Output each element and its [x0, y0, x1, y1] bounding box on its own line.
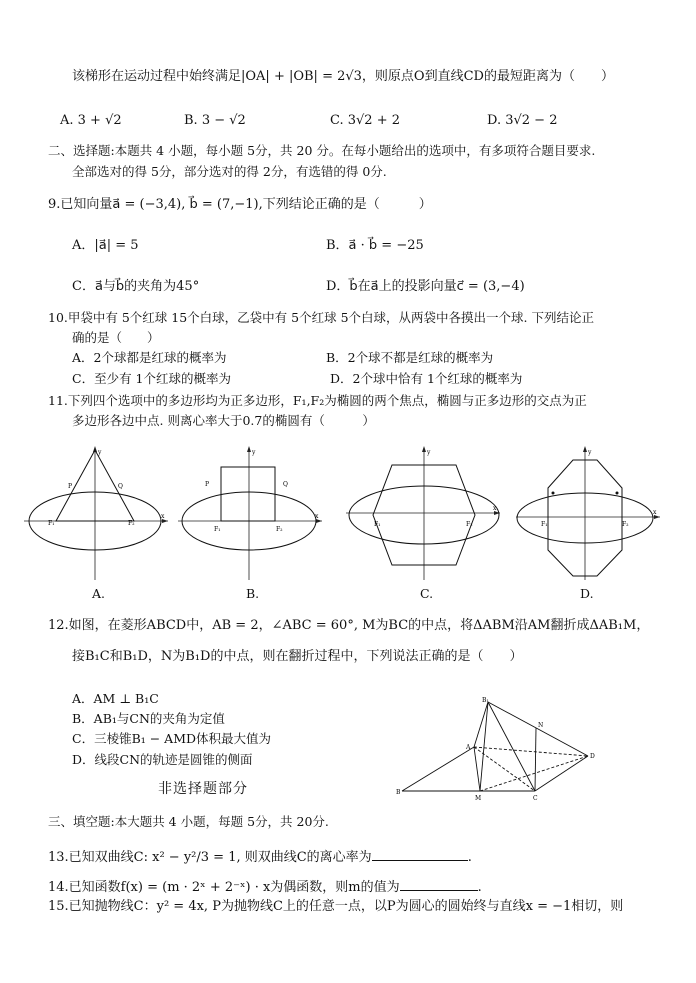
figure-label: P: [205, 481, 210, 488]
q8-stem: 该梯形在运动过程中始终满足|OA| + |OB| = 2√3，则原点O到直线CD的最短距离为（ ）: [72, 69, 614, 84]
q10-option-d: D．2个球中恰有 1个红球的概率为: [330, 371, 523, 386]
q12-option-d: D．线段CN的轨迹是圆锥的侧面: [72, 752, 253, 767]
q11-stem-line2: 多边形各边中点. 则离心率大于0.7的椭圆有（ ）: [72, 413, 375, 428]
q9-stem: 9.已知向量a⃗ = (−3,4), b⃗ = (7,−1),下列结论正确的是（ ）: [48, 197, 432, 212]
point-m-label: M: [475, 795, 482, 802]
point-c-label: C: [533, 795, 538, 802]
figure-label: x: [653, 509, 657, 516]
q11-stem-line1: 11.下列四个选项中的多边形均为正多边形，F₁,F₂为椭圆的两个焦点，椭圆与正多边形的交点为正: [48, 393, 587, 408]
q11-label-b: B.: [246, 586, 260, 601]
q8-option-d: D. 3√2 − 2: [487, 113, 558, 128]
figure-label: F₂: [466, 521, 473, 528]
figure-label: x: [493, 505, 497, 512]
q11-label-c: C.: [420, 586, 434, 601]
q8-option-b: B. 3 − √2: [184, 113, 246, 128]
q10-option-c: C．至少有 1个红球的概率为: [72, 371, 231, 386]
q12-stem-line1: 12.如图，在菱形ABCD中，AB = 2，∠ABC = 60°, M为BC的中点，将ΔABM沿AM翻折成ΔAB₁M，: [48, 618, 650, 633]
q11-label-d: D.: [580, 586, 594, 601]
q11-label-a: A.: [92, 586, 106, 601]
q11-figure-b: [176, 442, 326, 582]
focus-f2-label: F₂: [128, 520, 135, 527]
figure-label: y: [427, 449, 431, 456]
q10-stem-line2: 确的是（ ）: [72, 330, 160, 345]
section2-line2: 全部选对的得 5分，部分选对的得 2分，有选错的得 0分.: [72, 164, 387, 179]
q12-stem-line2: 接B₁C和B₁D，N为B₁D的中点，则在翻折过程中，下列说法正确的是（ ）: [72, 649, 523, 664]
section3-heading: 三、填空题:本大题共 4 小题，每题 5分，共 20分.: [48, 814, 329, 829]
q15-text: 15.已知抛物线C：y² = 4x, P为抛物线C上的任意一点，以P为圆心的圆始终与直线x = −1相切，则: [48, 899, 624, 914]
q12-option-b: B．AB₁与CN的夹角为定值: [72, 711, 225, 726]
q11-figure-a: [22, 442, 172, 582]
q9-option-b: B．a⃗ · b⃗ = −25: [326, 238, 424, 253]
figure-label: F₂: [276, 526, 283, 533]
q9-option-a: A．|a⃗| = 5: [72, 238, 139, 253]
figure-label: x: [315, 513, 319, 520]
point-a-label: A: [466, 744, 471, 751]
figure-label: F₁: [374, 521, 381, 528]
q10-stem-line1: 10.甲袋中有 5个红球 15个白球，乙袋中有 5个红球 5个白球，从两袋中各摸出一个球. 下列结论正: [48, 310, 594, 325]
q14: 14.已知函数f(x) = (m · 2ˣ + 2⁻ˣ) · x为偶函数，则m的值为 .: [48, 877, 482, 897]
figure-label: F₁: [214, 526, 221, 533]
q12-option-c: C．三棱锥B₁ − AMD体积最大值为: [72, 731, 272, 746]
q14-answer-blank[interactable]: [400, 877, 478, 891]
figure-label: Q: [283, 481, 288, 488]
focus-f1-label: F₁: [48, 520, 55, 527]
q8-option-a: A. 3 + √2: [60, 113, 122, 128]
q11-figure-c: [344, 442, 504, 582]
q12-option-a: A．AM ⊥ B₁C: [72, 691, 159, 706]
figure-label: F₁: [541, 521, 548, 528]
q13-text: 13.已知双曲线C: x² − y²/3 = 1, 则双曲线C的离心率为: [48, 850, 372, 865]
q11-figure-d: [514, 442, 664, 582]
q9-option-c: C．a⃗与b⃗的夹角为45°: [72, 279, 200, 294]
point-n-label: N: [538, 722, 544, 729]
q14-text: 14.已知函数f(x) = (m · 2ˣ + 2⁻ˣ) · x为偶函数，则m的值为: [48, 880, 400, 895]
part2-title: 非选择题部分: [158, 781, 248, 797]
point-d-label: D: [590, 753, 595, 760]
section2-line1: 二、选择题:本题共 4 小题，每小题 5分，共 20 分。在每小题给出的选项中，有多项符合题目要求.: [48, 143, 596, 158]
axis-x-label: x: [161, 513, 165, 520]
figure-label: y: [252, 449, 256, 456]
q10-option-b: B．2个球不都是红球的概率为: [326, 350, 494, 365]
q12-figure: [394, 696, 604, 806]
q13-answer-blank[interactable]: [372, 847, 468, 861]
q8-option-c: C. 3√2 + 2: [330, 113, 401, 128]
point-q-label: Q: [118, 483, 123, 490]
q10-option-a: A．2个球都是红球的概率为: [72, 350, 227, 365]
axis-y-label: y: [98, 449, 102, 456]
figure-label: F₂: [622, 521, 629, 528]
point-b1-label: B₁: [482, 697, 489, 704]
figure-label: y: [588, 449, 592, 456]
q13: 13.已知双曲线C: x² − y²/3 = 1, 则双曲线C的离心率为 .: [48, 847, 472, 867]
point-b-label: B: [396, 789, 401, 796]
q9-option-d: D．b⃗在a⃗上的投影向量c⃗ = (3,−4): [326, 279, 525, 294]
point-p-label: P: [68, 483, 73, 490]
